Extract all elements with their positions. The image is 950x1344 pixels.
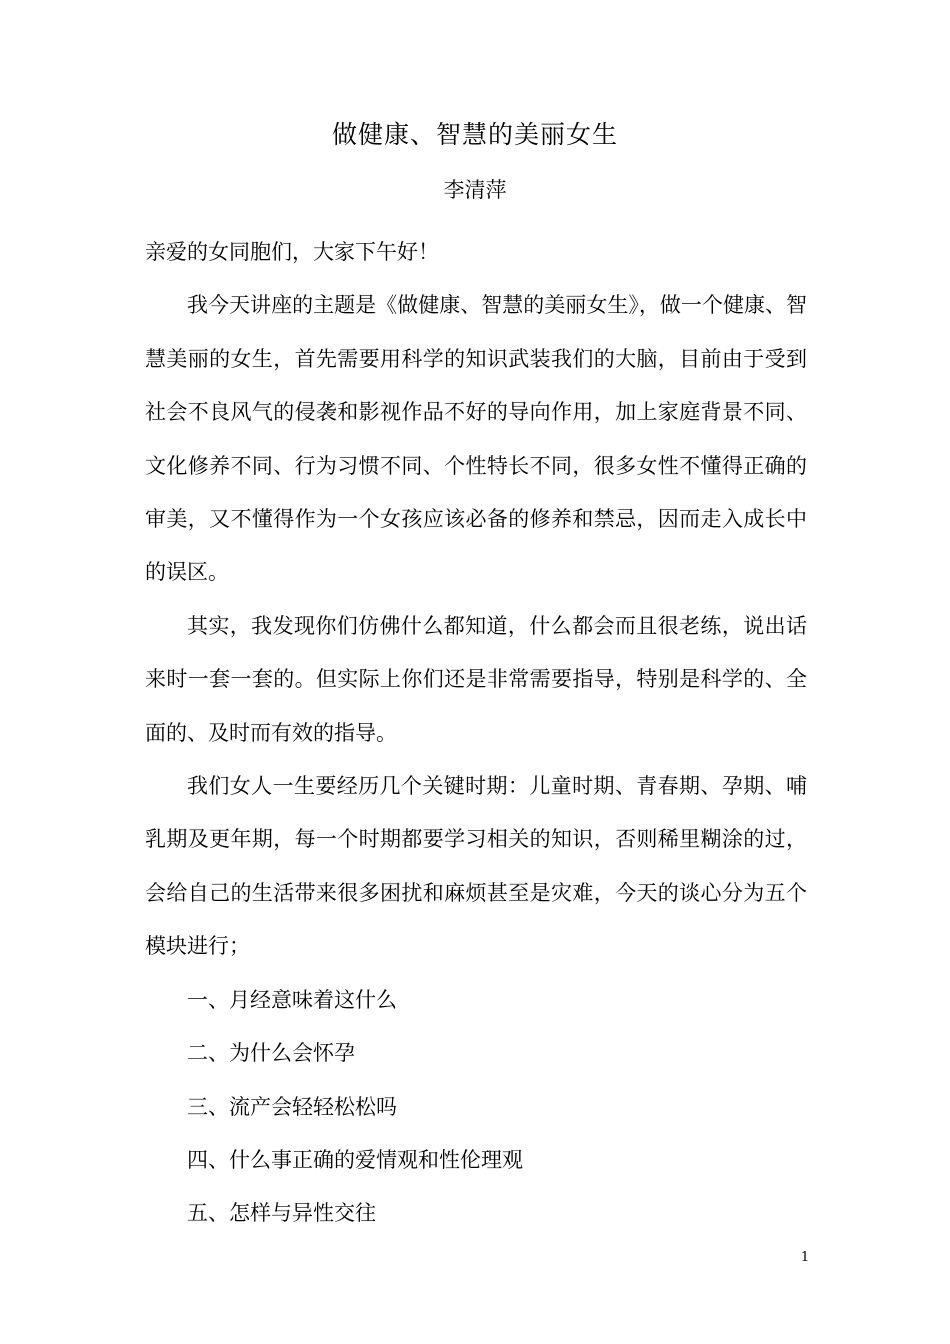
list-item: 二、为什么会怀孕: [187, 1041, 355, 1066]
paragraph: 我今天讲座的主题是《做健康、智慧的美丽女生》，做一个健康、智慧美丽的女生，首先需要用科学的知识武装我们的大脑，目前由于受到社会不良风气的侵袭和影视作品不好的导向作用，加上家庭背景不同、文化修养不同、行为习惯不同、个性特长不同，很多女性不懂得正确的审美，又不懂得作为一个女孩应该必备的修养和禁忌，因而走入成长中的误区。: [145, 293, 807, 585]
paragraph: 其实，我发现你们仿佛什么都知道，什么都会而且很老练，说出话来时一套一套的。但实际上你们还是非常需要指导，特别是科学的、全面的、及时而有效的指导。: [145, 613, 807, 745]
paragraph: 我们女人一生要经历几个关键时期：儿童时期、青春期、孕期、哺乳期及更年期，每一个时期都要学习相关的知识，否则稀里糊涂的过，会给自己的生活带来很多困扰和麻烦甚至是灾难，今天的谈心分为五个模块进行；: [145, 774, 807, 959]
list-item: 五、怎样与异性交往: [187, 1201, 376, 1226]
page-number: 1: [800, 1250, 810, 1265]
list-item: 三、流产会轻轻松松吗: [187, 1094, 397, 1119]
document-body: [145, 226, 807, 1241]
document-title: 做健康、智慧的美丽女生: [331, 120, 618, 149]
list-item: 四、什么事正确的爱情观和性伦理观: [187, 1147, 523, 1172]
list-item: 一、月经意味着这什么: [187, 987, 397, 1012]
greeting-line: 亲爱的女同胞们，大家下午好！: [145, 240, 439, 264]
document-author: 李清萍: [443, 178, 507, 202]
